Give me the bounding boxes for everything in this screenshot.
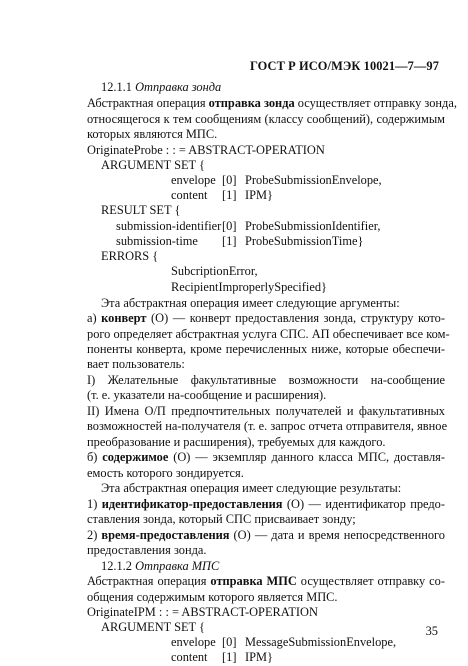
asn-field-type: ProbeSubmissionEnvelope, bbox=[245, 173, 382, 187]
asn-field-tag: [1] bbox=[222, 650, 237, 664]
asn-argument-set: ARGUMENT SET { bbox=[101, 620, 205, 634]
asn-field-tag: [1] bbox=[222, 234, 237, 248]
paragraph-line: предоставления зонда. bbox=[87, 543, 207, 557]
section-title: Отправка МПС bbox=[135, 559, 220, 573]
asn-field-tag: [0] bbox=[222, 635, 237, 649]
term-bold: конверт bbox=[101, 311, 147, 325]
paragraph-line: которых являются МПС. bbox=[87, 127, 218, 141]
list-item-a: а) конверт (О) — конверт предоставления зонда, структуру кото- bbox=[87, 311, 445, 325]
list-item-b: б) содержимое (О) — экземпляр данного класса МПС, доставля- bbox=[87, 450, 445, 464]
asn-field-tag: [0] bbox=[222, 173, 237, 187]
asn-field-type: IPM} bbox=[245, 188, 273, 202]
asn-operation-line: OriginateIPM : : = ABSTRACT-OPERATION bbox=[87, 605, 318, 619]
running-header: ГОСТ Р ИСО/МЭК 10021—7—97 bbox=[249, 59, 439, 73]
asn-field-name: submission-identifier bbox=[116, 219, 222, 233]
asn-operation-line: OriginateProbe : : = ABSTRACT-OPERATION bbox=[87, 143, 325, 157]
paragraph-line: (т. е. указатели на-сообщение и расширения). bbox=[87, 388, 327, 402]
paragraph-line: Абстрактная операция отправка зонда осуществляет отправку зонда, bbox=[87, 96, 457, 110]
paragraph-line: Эта абстрактная операция имеет следующие результаты: bbox=[101, 481, 402, 495]
asn-field-tag: [1] bbox=[222, 188, 237, 202]
paragraph-line: Эта абстрактная операция имеет следующие аргументы: bbox=[101, 296, 400, 310]
section-number: 12.1.2 bbox=[101, 559, 132, 573]
paragraph-line: общения содержимым которого является МПС. bbox=[87, 590, 338, 604]
asn-field-type: ProbeSubmissionIdentifier, bbox=[245, 219, 381, 233]
paragraph-line: вает пользователь: bbox=[87, 357, 185, 371]
asn-field-name: content bbox=[171, 650, 208, 664]
list-item-i: I) Желательные факультативные возможности на-сообщение bbox=[87, 373, 445, 387]
section-heading-12-1-2 bbox=[101, 559, 219, 575]
paragraph-line: ставления зонда, который СПС присваивает зонду; bbox=[87, 512, 356, 526]
asn-field-type: IPM} bbox=[245, 650, 273, 664]
page-number: 35 bbox=[425, 624, 438, 638]
asn-field-tag: [0] bbox=[222, 219, 237, 233]
asn-result-set: RESULT SET { bbox=[101, 203, 181, 217]
asn-errors: ERRORS { bbox=[101, 249, 159, 263]
list-item-2: 2) время-предоставления (О) — дата и время непосредственного bbox=[87, 528, 445, 542]
paragraph-line: преобразование и расширения), требуемых для каждого. bbox=[87, 435, 386, 449]
asn-field-name: submission-time bbox=[116, 234, 198, 248]
paragraph-line: относящегося к тем сообщениям (классу сообщений), содержимым bbox=[87, 112, 445, 126]
paragraph-line: емость которого зондируется. bbox=[87, 466, 244, 480]
paragraph-line: возможностей на-получателя (т. е. запрос отчета отправителя, явное bbox=[87, 419, 448, 433]
asn-argument-set: ARGUMENT SET { bbox=[101, 158, 205, 172]
term-bold: отправка МПС bbox=[210, 574, 297, 588]
asn-field-name: envelope bbox=[171, 635, 216, 649]
paragraph-line: поненты конверта, кроме перечисленных ниже, которые обеспечи- bbox=[87, 342, 445, 356]
asn-field-type: ProbeSubmissionTime} bbox=[245, 234, 364, 248]
list-item-ii: II) Имена О/П предпочтительных получателей и факультативных bbox=[87, 404, 445, 418]
term-bold: время-предоставления bbox=[101, 528, 230, 542]
list-item-1: 1) идентификатор-предоставления (О) — идентификатор предо- bbox=[87, 497, 445, 511]
section-title: Отправка зонда bbox=[135, 80, 222, 94]
section-number: 12.1.1 bbox=[101, 80, 132, 94]
term-bold: отправка зонда bbox=[208, 96, 295, 110]
asn-field-name: content bbox=[171, 188, 208, 202]
term-bold: содержимое bbox=[102, 450, 169, 464]
section-heading-12-1-1 bbox=[101, 80, 221, 96]
asn-field-type: MessageSubmissionEnvelope, bbox=[245, 635, 397, 649]
paragraph-line: рого определяет абстрактная услуга СПС. АП обеспечивает все ком- bbox=[87, 327, 450, 341]
paragraph-line: Абстрактная операция отправка МПС осуществляет отправку со- bbox=[87, 574, 446, 588]
asn-field-name: envelope bbox=[171, 173, 216, 187]
asn-error-item: RecipientImproperlySpecified} bbox=[171, 280, 327, 294]
term-bold: идентификатор-предоставления bbox=[101, 497, 283, 511]
asn-error-item: SubcriptionError, bbox=[171, 264, 258, 278]
